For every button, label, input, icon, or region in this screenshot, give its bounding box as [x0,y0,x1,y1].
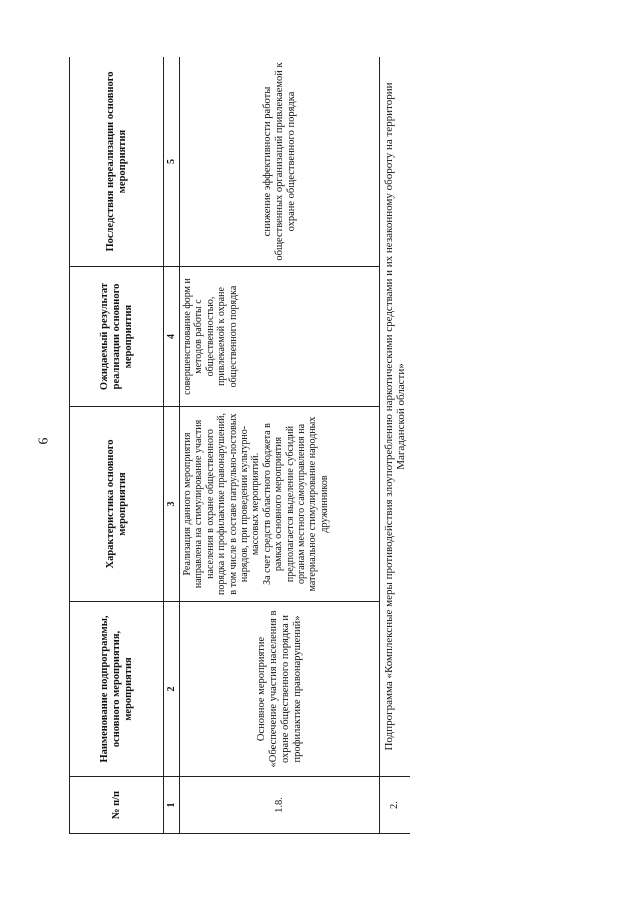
row-number: 2. [380,777,411,834]
column-number-row [164,57,180,834]
col-number-3: 3 [164,407,180,602]
header-characteristic: Характеристика основного мероприятия [70,407,164,602]
header-name: Наименование подпрограммы, основного мероприятия, мероприятия [70,602,164,777]
col-number-4: 4 [164,267,180,407]
rotated-table-container [69,57,410,834]
subprogram-title: Подпрограмма «Комплексные меры противодействия злоупотреблению наркотическими средствами и их незаконному обороту на территории Магаданской области» [380,57,411,777]
col-number-1: 1 [164,777,180,834]
header-consequence: Последствия нереализации основного мероприятия [70,57,164,267]
description-paragraph-1: Реализация данного мероприятия направлена на стимулирование участия населения в охране общественного порядка и профилактике правонарушений, в том числе в составе патрульно-постовых нарядов, при проведении культурно-массовых мероприятий. [182,413,262,595]
measure-name: Основное мероприятие «Обеспечение участия населения в охране общественного порядка и профилактике правонарушений» [180,602,380,777]
col-number-2: 2 [164,602,180,777]
measure-description [180,407,380,602]
row-number: 1.8. [180,777,380,834]
table-row-1-8 [180,57,380,834]
col-number-5: 5 [164,57,180,267]
header-result: Ожидаемый результат реализации основного мероприятия [70,267,164,407]
header-row [70,57,164,834]
expected-result: совершенствование форм и методов работы с общественностью, привлекаемой к охране общественного порядка [180,267,380,407]
table-row-2 [380,57,411,834]
header-num: № п/п [70,777,164,834]
description-paragraph-2: За счет средств областного бюджета в рамках основного мероприятия предполагается выделение субсидий органам местного самоуправления на материальное стимулирование народных дружинников [261,416,330,592]
measures-table [69,57,410,834]
page-number: 9 [34,437,50,445]
non-implementation-consequence: снижение эффективности работы общественных организаций привлекаемой к охране общественного порядка [180,57,380,267]
